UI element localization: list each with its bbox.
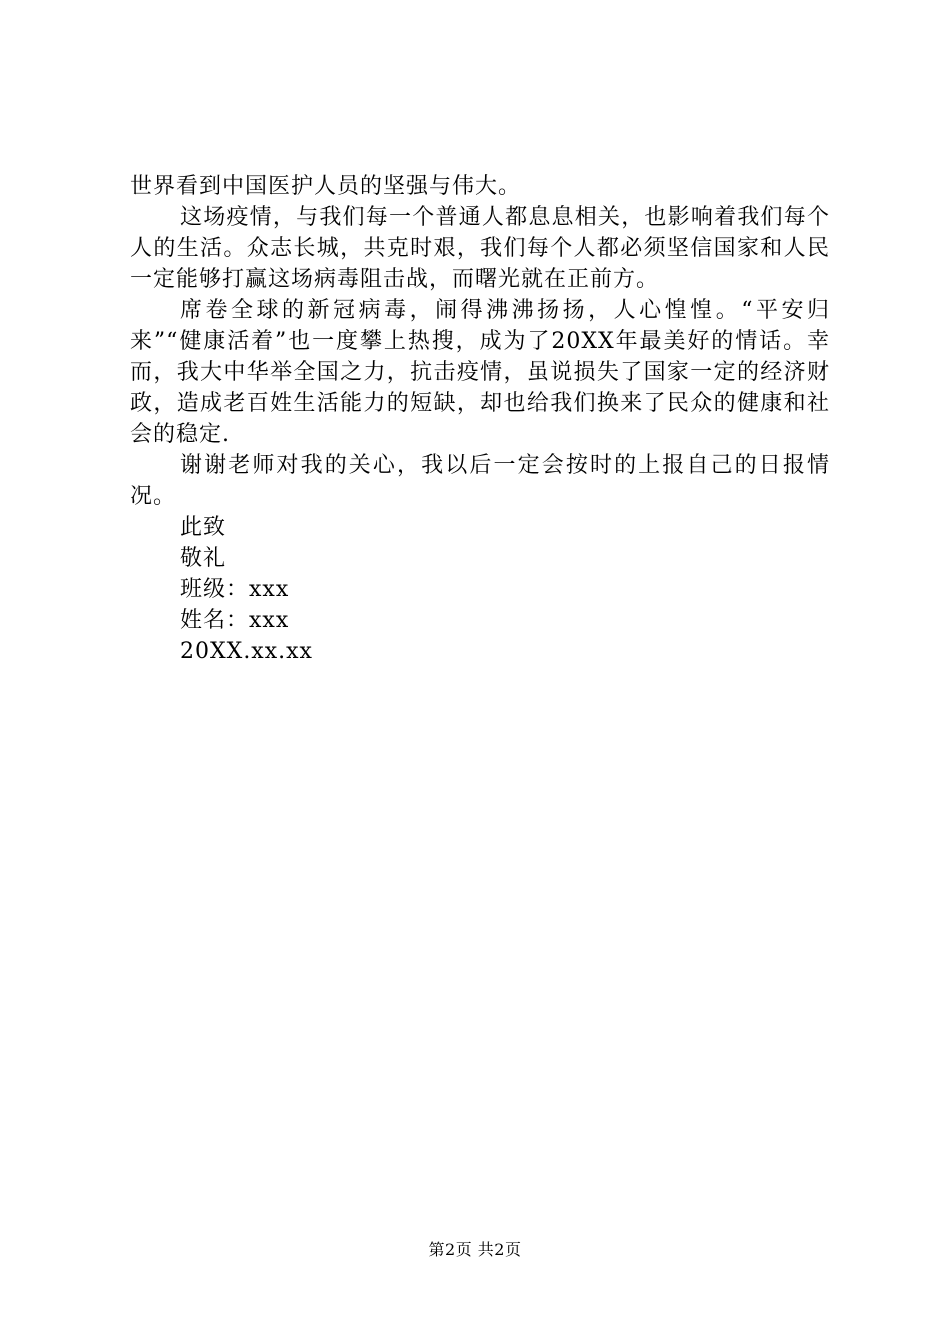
salutation-jingli: 敬礼	[180, 546, 227, 571]
date-line: 20XX.xx.xx	[180, 639, 313, 664]
paragraph-thanks: 谢谢老师对我的关心，我以后一定会按时的上报自己的日报情况。	[130, 453, 830, 509]
name-line: 姓名：xxx	[180, 608, 290, 633]
page-number-indicator: 第2页 共2页	[428, 1240, 522, 1259]
paragraph-epidemic-impact: 这场疫情，与我们每一个普通人都息息相关，也影响着我们每个人的生活。众志长城，共克时艰，我们每个人都必须坚信国家和人民一定能够打赢这场病毒阻击战，而曙光就在正前方。	[130, 205, 830, 292]
letter-body	[130, 171, 830, 667]
page-footer	[0, 1240, 950, 1260]
continuation-paragraph: 世界看到中国医护人员的坚强与伟大。	[130, 174, 522, 199]
salutation-cizhi: 此致	[180, 515, 227, 540]
class-line: 班级：xxx	[180, 577, 290, 602]
paragraph-global-virus: 席卷全球的新冠病毒，闹得沸沸扬扬，人心惶惶。“平安归来”“健康活着”也一度攀上热搜，成为了20XX年最美好的情话。幸而，我大中华举全国之力，抗击疫情，虽说损失了国家一定的经济财政，造成老百姓生活能力的短缺，却也给我们换来了民众的健康和社会的稳定.	[130, 298, 830, 447]
